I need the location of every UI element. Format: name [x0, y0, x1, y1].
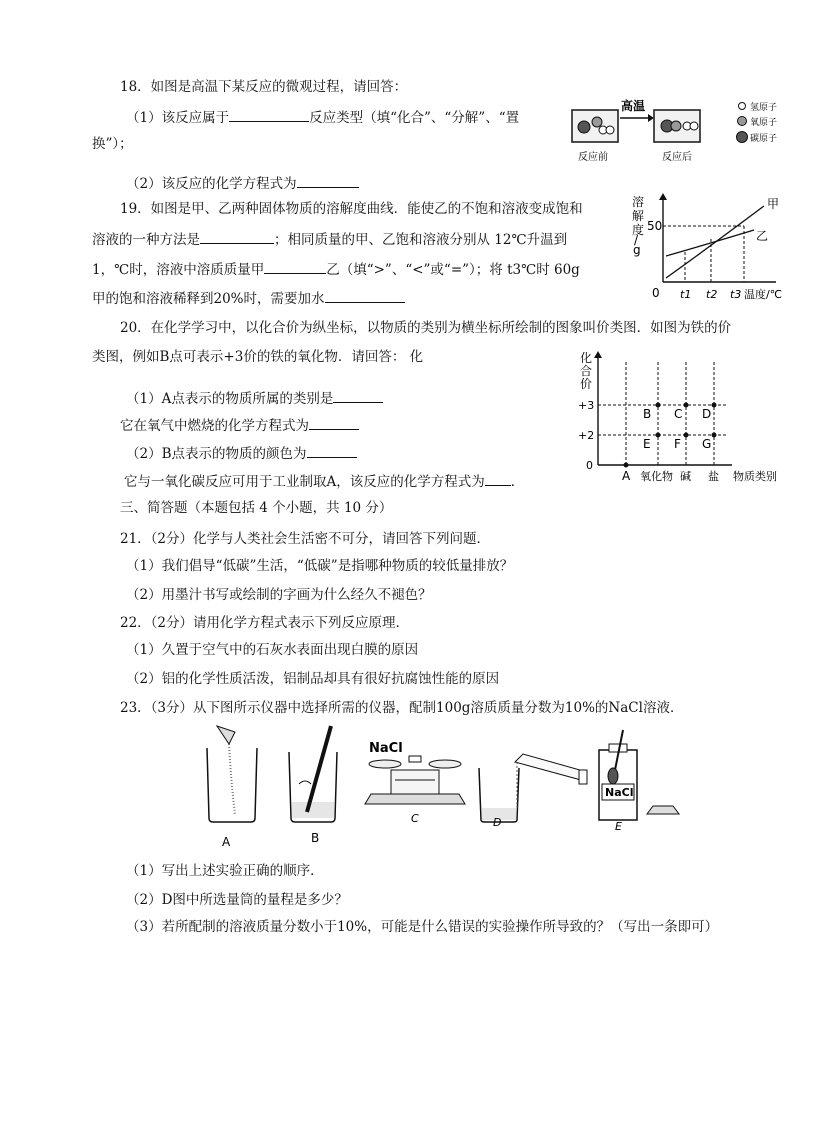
q19-line3-text-a: 1，℃时，溶液中溶质质量甲: [92, 262, 265, 278]
apparatus-B: [289, 726, 337, 845]
label-B: B: [311, 831, 320, 845]
x-axis-label: 物质类别: [733, 470, 777, 482]
q18-part1-text-a: （1）该反应属于: [126, 110, 230, 126]
section3-heading: 三、简答题（本题包括 4 个小题，共 10 分）: [120, 500, 393, 516]
x-label-A: A: [622, 469, 631, 482]
q20-part2b-end: ．: [510, 474, 525, 490]
q20-part2-b: [124, 471, 524, 491]
q19-line4-text: 甲的饱和溶液稀释到20%时，需要加水: [92, 291, 325, 307]
point-C: [684, 403, 689, 408]
apparatus-C: [365, 741, 465, 825]
y-label-char: 溶: [632, 195, 645, 209]
legend-hydrogen: 氢原子: [750, 103, 778, 113]
x-tick-t1: t1: [680, 288, 692, 301]
y-tick-plus3: +3: [578, 399, 595, 412]
legend-oxygen-icon: [738, 117, 747, 126]
q23-part2: （2）D图中所选量筒的量程是多少？: [126, 892, 348, 908]
series-label-jia: 甲: [767, 197, 780, 211]
q23-stem: 23．（3分）从下图所示仪器中选择所需的仪器，配制100g溶质质量分数为10%的NaCl溶液．: [120, 700, 684, 716]
q22-part1: （1）久置于空气中的石灰水表面出现白膜的原因: [126, 642, 419, 658]
point-B: [656, 403, 661, 408]
y-axis-label: [580, 351, 592, 391]
arrow-head: [648, 114, 654, 122]
beaker-A: [207, 748, 257, 822]
label-D: D: [493, 816, 502, 829]
point-A: [624, 463, 629, 468]
liquid-B: [292, 802, 334, 818]
q20-part1b-text: 它在氧气中燃烧的化学方程式为: [120, 418, 309, 434]
q19-line3-text-b: 乙（填“>”、“<”或“=”）；将 t3℃时 60g: [326, 262, 580, 278]
y-axis-label: [632, 194, 644, 257]
hydrogen-atom: [606, 126, 614, 134]
nacl-label-balance: NaCl: [369, 741, 403, 756]
y-tick-zero: 0: [586, 459, 593, 472]
x-tick-t2: t2: [706, 288, 718, 301]
legend-carbon: 碳原子: [750, 134, 778, 144]
apparatus-figure: [195, 722, 685, 850]
q21-part2: （2）用墨汁书写或绘制的字画为什么经久不褪色？: [126, 587, 432, 603]
q18-part1-text-b: 反应类型（填“化合”、“分解”、“置: [309, 110, 520, 126]
q21-stem: 21．（2分）化学与人类社会生活密不可分，请回答下列问题．: [120, 531, 491, 547]
arrow-label: 高温: [621, 99, 646, 113]
point-label-G: G: [702, 437, 712, 451]
origin-label: 0: [652, 286, 660, 300]
point-label-C: C: [674, 407, 683, 421]
x-label-salt: 盐: [708, 470, 719, 482]
q20-part1: [126, 388, 383, 408]
point-label-D: D: [702, 407, 712, 421]
legend-hydrogen-icon: [739, 103, 746, 110]
apparatus-E: [599, 730, 679, 833]
series-label-yi: 乙: [756, 229, 769, 243]
balance-pan-left: [369, 760, 401, 768]
q20-line1: 20．在化学学习中，以化合价为纵坐标，以物质的类别为横坐标所绘制的图象叫价类图．如图为铁的价: [120, 320, 732, 336]
q19-answer-blank-3[interactable]: [325, 288, 405, 303]
y-label-char: 度: [632, 223, 645, 237]
q19-line2-text-b: ；相同质量的甲、乙饱和溶液分别从 12℃升温到: [274, 232, 568, 248]
q18-part1-cont: 换”）；: [92, 136, 133, 152]
legend-oxygen: 氧原子: [750, 118, 778, 128]
cylinder-base: [579, 770, 587, 784]
q19-line3: [92, 259, 580, 279]
point-label-E: E: [643, 437, 651, 451]
y-label-char: 化: [580, 351, 593, 365]
point-D: [712, 403, 717, 408]
q20-answer-blank-2[interactable]: [309, 415, 359, 430]
q20-answer-blank-3[interactable]: [307, 443, 357, 458]
reaction-micro-figure: [568, 96, 808, 168]
after-label: 反应后: [662, 152, 692, 163]
point-G: [712, 433, 717, 438]
x-axis-label: 温度/℃: [744, 288, 783, 301]
q19-answer-blank-2[interactable]: [264, 259, 326, 274]
valence-class-chart: [578, 350, 790, 482]
q18-answer-blank-1[interactable]: [229, 107, 309, 122]
q19-line2-text-a: 溶液的一种方法是: [92, 232, 200, 248]
point-label-F: F: [674, 437, 681, 451]
x-label-oxide: 氧化物: [640, 470, 673, 482]
legend-carbon-icon: [737, 132, 748, 143]
y-label-char: 价: [580, 377, 593, 391]
q23-part1: （1）写出上述实验正确的顺序．: [126, 863, 324, 879]
q20-part1-b: [120, 415, 359, 435]
q21-part1: （1）我们倡导“低碳”生活，“低碳”是指哪种物质的较低量排放？: [126, 558, 514, 574]
balance-base: [365, 794, 465, 804]
graduated-cylinder: [515, 754, 587, 780]
point-label-B: B: [643, 407, 652, 421]
y-tick-50: 50: [647, 219, 663, 233]
q20-answer-blank-4[interactable]: [485, 471, 511, 486]
solubility-chart: [628, 192, 788, 304]
y-label-char: 合: [580, 364, 593, 378]
q20-part2: [126, 443, 357, 463]
label-C: C: [411, 812, 419, 825]
q19-line2: [92, 229, 567, 249]
nacl-label-bottle: NaCl: [605, 786, 634, 799]
point-F: [684, 433, 689, 438]
apparatus-A: [207, 726, 257, 849]
y-tick-plus2: +2: [578, 429, 595, 442]
x-label-base: 碱: [680, 470, 691, 482]
carbon-atom: [578, 121, 590, 133]
y-label-char: g: [633, 243, 641, 257]
label-A: A: [222, 835, 231, 849]
spoon-bowl: [608, 768, 618, 784]
q19-line1: 19．如图是甲、乙两种固体物质的溶解度曲线．能使乙的不饱和溶液变成饱和: [120, 201, 583, 217]
q18-part2-text: （2）该反应的化学方程式为: [126, 176, 297, 192]
q18-stem: 18．如图是高温下某反应的微观过程，请回答：: [120, 79, 408, 95]
label-E: E: [615, 820, 622, 833]
stir-arrow-icon: [299, 781, 311, 784]
q22-stem: 22．（2分）请用化学方程式表示下列反应原理．: [120, 615, 410, 631]
q20-part1-text: （1）A点表示的物质所属的类别是: [126, 391, 334, 407]
pouring-powder: [229, 744, 235, 814]
q18-part1: [126, 107, 519, 127]
weight-block: [409, 756, 421, 762]
q20-part2b-text: 它与一氧化碳反应可用于工业制取A，该反应的化学方程式为: [124, 474, 485, 490]
before-label: 反应前: [578, 152, 608, 163]
bottle-stopper: [647, 806, 679, 814]
y-axis-arrow: [594, 351, 602, 358]
apparatus-D: [479, 754, 587, 829]
q18-answer-blank-2[interactable]: [297, 173, 359, 188]
oxygen-atom: [671, 121, 681, 131]
balance-body: [391, 770, 439, 794]
y-label-char: /: [634, 233, 639, 247]
q19-line4: [92, 288, 405, 308]
q20-part2-text: （2）B点表示的物质的颜色为: [126, 446, 307, 462]
curve-yi: [666, 230, 754, 256]
q18-part2: [126, 173, 359, 193]
q20-answer-blank-1[interactable]: [333, 388, 383, 403]
oxygen-atom: [592, 117, 602, 127]
q22-part2: （2）铝的化学性质活泼，铝制品却具有很好抗腐蚀性能的原因: [126, 671, 500, 687]
glass-rod: [307, 726, 331, 812]
balance-pan-right: [429, 760, 461, 768]
q20-line2: 类图，例如B点可表示+3价的铁的氧化物．请回答： 化: [92, 349, 424, 365]
hydrogen-atom: [690, 122, 698, 130]
q23-part3: （3）若所配制的溶液质量分数小于10%，可能是什么错误的实验操作所导致的？（写出一条即可）: [126, 919, 719, 935]
y-axis-arrow: [659, 193, 667, 200]
point-E: [656, 433, 661, 438]
y-label-char: 解: [632, 209, 645, 223]
q19-answer-blank-1[interactable]: [200, 229, 274, 244]
x-tick-t3: t3: [730, 288, 742, 301]
weighing-paper-icon: [217, 726, 235, 744]
